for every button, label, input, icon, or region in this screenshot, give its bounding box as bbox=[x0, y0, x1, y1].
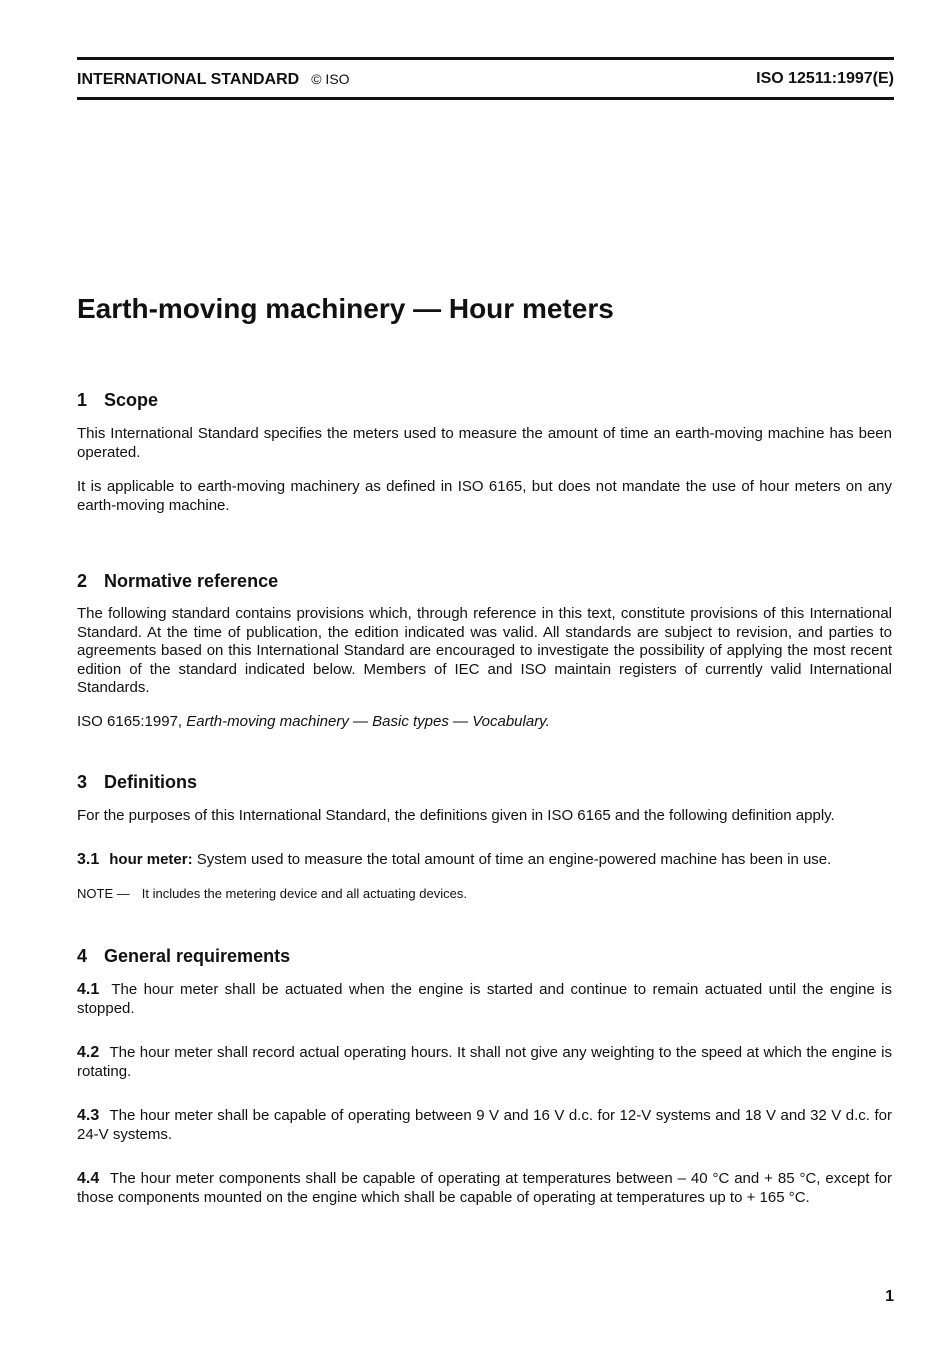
clause-4-1 bbox=[77, 981, 892, 1018]
section-number: 2 bbox=[77, 571, 88, 591]
copyright-notice: © ISO bbox=[311, 71, 350, 87]
definition-text: System used to measure the total amount of time an engine-powered machine has been in use. bbox=[196, 851, 832, 868]
paragraph: This International Standard specifies the meters used to measure the amount of time an earth-moving machine has been operated. bbox=[77, 425, 892, 461]
section-heading-definitions bbox=[77, 771, 894, 793]
note bbox=[77, 886, 892, 902]
note-text: It includes the metering device and all actuating devices. bbox=[141, 886, 467, 901]
section-number: 4 bbox=[77, 946, 88, 966]
section-heading-scope bbox=[77, 389, 894, 411]
clause-number: 4.2 bbox=[77, 1044, 100, 1061]
section-title: Definitions bbox=[104, 772, 197, 792]
header-bottom-rule bbox=[77, 97, 894, 100]
section-heading-general-requirements bbox=[77, 945, 894, 967]
clause-4-4 bbox=[77, 1170, 892, 1207]
paragraph: For the purposes of this International Standard, the definitions given in ISO 6165 and the following definition apply. bbox=[77, 807, 835, 824]
clause-number: 4.4 bbox=[77, 1170, 100, 1187]
clause-number: 4.3 bbox=[77, 1107, 100, 1124]
page-number: 1 bbox=[885, 1288, 894, 1305]
reference-id: ISO 6165:1997, bbox=[77, 713, 183, 730]
definition-3-1 bbox=[77, 851, 892, 870]
document-id: ISO 12511:1997(E) bbox=[756, 70, 894, 87]
reference-entry bbox=[77, 713, 892, 732]
paragraph: The following standard contains provisions which, through reference in this text, constitute provisions of this International Standard. At the time of publication, the edition indicated was valid. All standards are subject to revision, and parties to agreements based on this International Standard are encouraged to investigate the possibility of applying the most recent edition of the standard indicated below. Members of IEC and ISO maintain registers of currently valid International Standards. bbox=[77, 605, 892, 696]
clause-number: 4.1 bbox=[77, 981, 100, 998]
section-heading-normative-reference bbox=[77, 570, 894, 592]
section-title: Normative reference bbox=[104, 571, 279, 591]
section-title: Scope bbox=[104, 390, 159, 410]
clause-4-3 bbox=[77, 1107, 892, 1144]
document-title: Earth-moving machinery — Hour meters bbox=[77, 293, 614, 324]
clause-text: The hour meter shall record actual operating hours. It shall not give any weighting to the speed at which the engine is rotating. bbox=[77, 1044, 892, 1080]
running-header bbox=[77, 69, 894, 89]
note-label: NOTE — bbox=[77, 886, 130, 901]
clause-number: 3.1 bbox=[77, 851, 100, 868]
clause-text: The hour meter components shall be capable of operating at temperatures between – 40 °C and + 85 °C, except for those components mounted on the engine which shall be capable of operating at temperatures up to + 165 °C. bbox=[77, 1170, 892, 1206]
clause-text: The hour meter shall be actuated when the engine is started and continue to remain actuated until the engine is stopped. bbox=[77, 981, 892, 1017]
standard-label: INTERNATIONAL STANDARD bbox=[77, 71, 300, 88]
paragraph: It is applicable to earth-moving machinery as defined in ISO 6165, but does not mandate the use of hour meters on any earth-moving machine. bbox=[77, 478, 892, 514]
clause-text: The hour meter shall be capable of operating between 9 V and 16 V d.c. for 12-V systems and 18 V and 32 V d.c. for 24-V systems. bbox=[77, 1107, 892, 1143]
reference-title: Earth-moving machinery — Basic types — Vocabulary. bbox=[186, 713, 550, 730]
section-number: 1 bbox=[77, 390, 88, 410]
section-number: 3 bbox=[77, 772, 88, 792]
section-title: General requirements bbox=[104, 946, 291, 966]
header-top-rule bbox=[77, 57, 894, 60]
clause-4-2 bbox=[77, 1044, 892, 1081]
definition-term: hour meter: bbox=[109, 851, 193, 868]
